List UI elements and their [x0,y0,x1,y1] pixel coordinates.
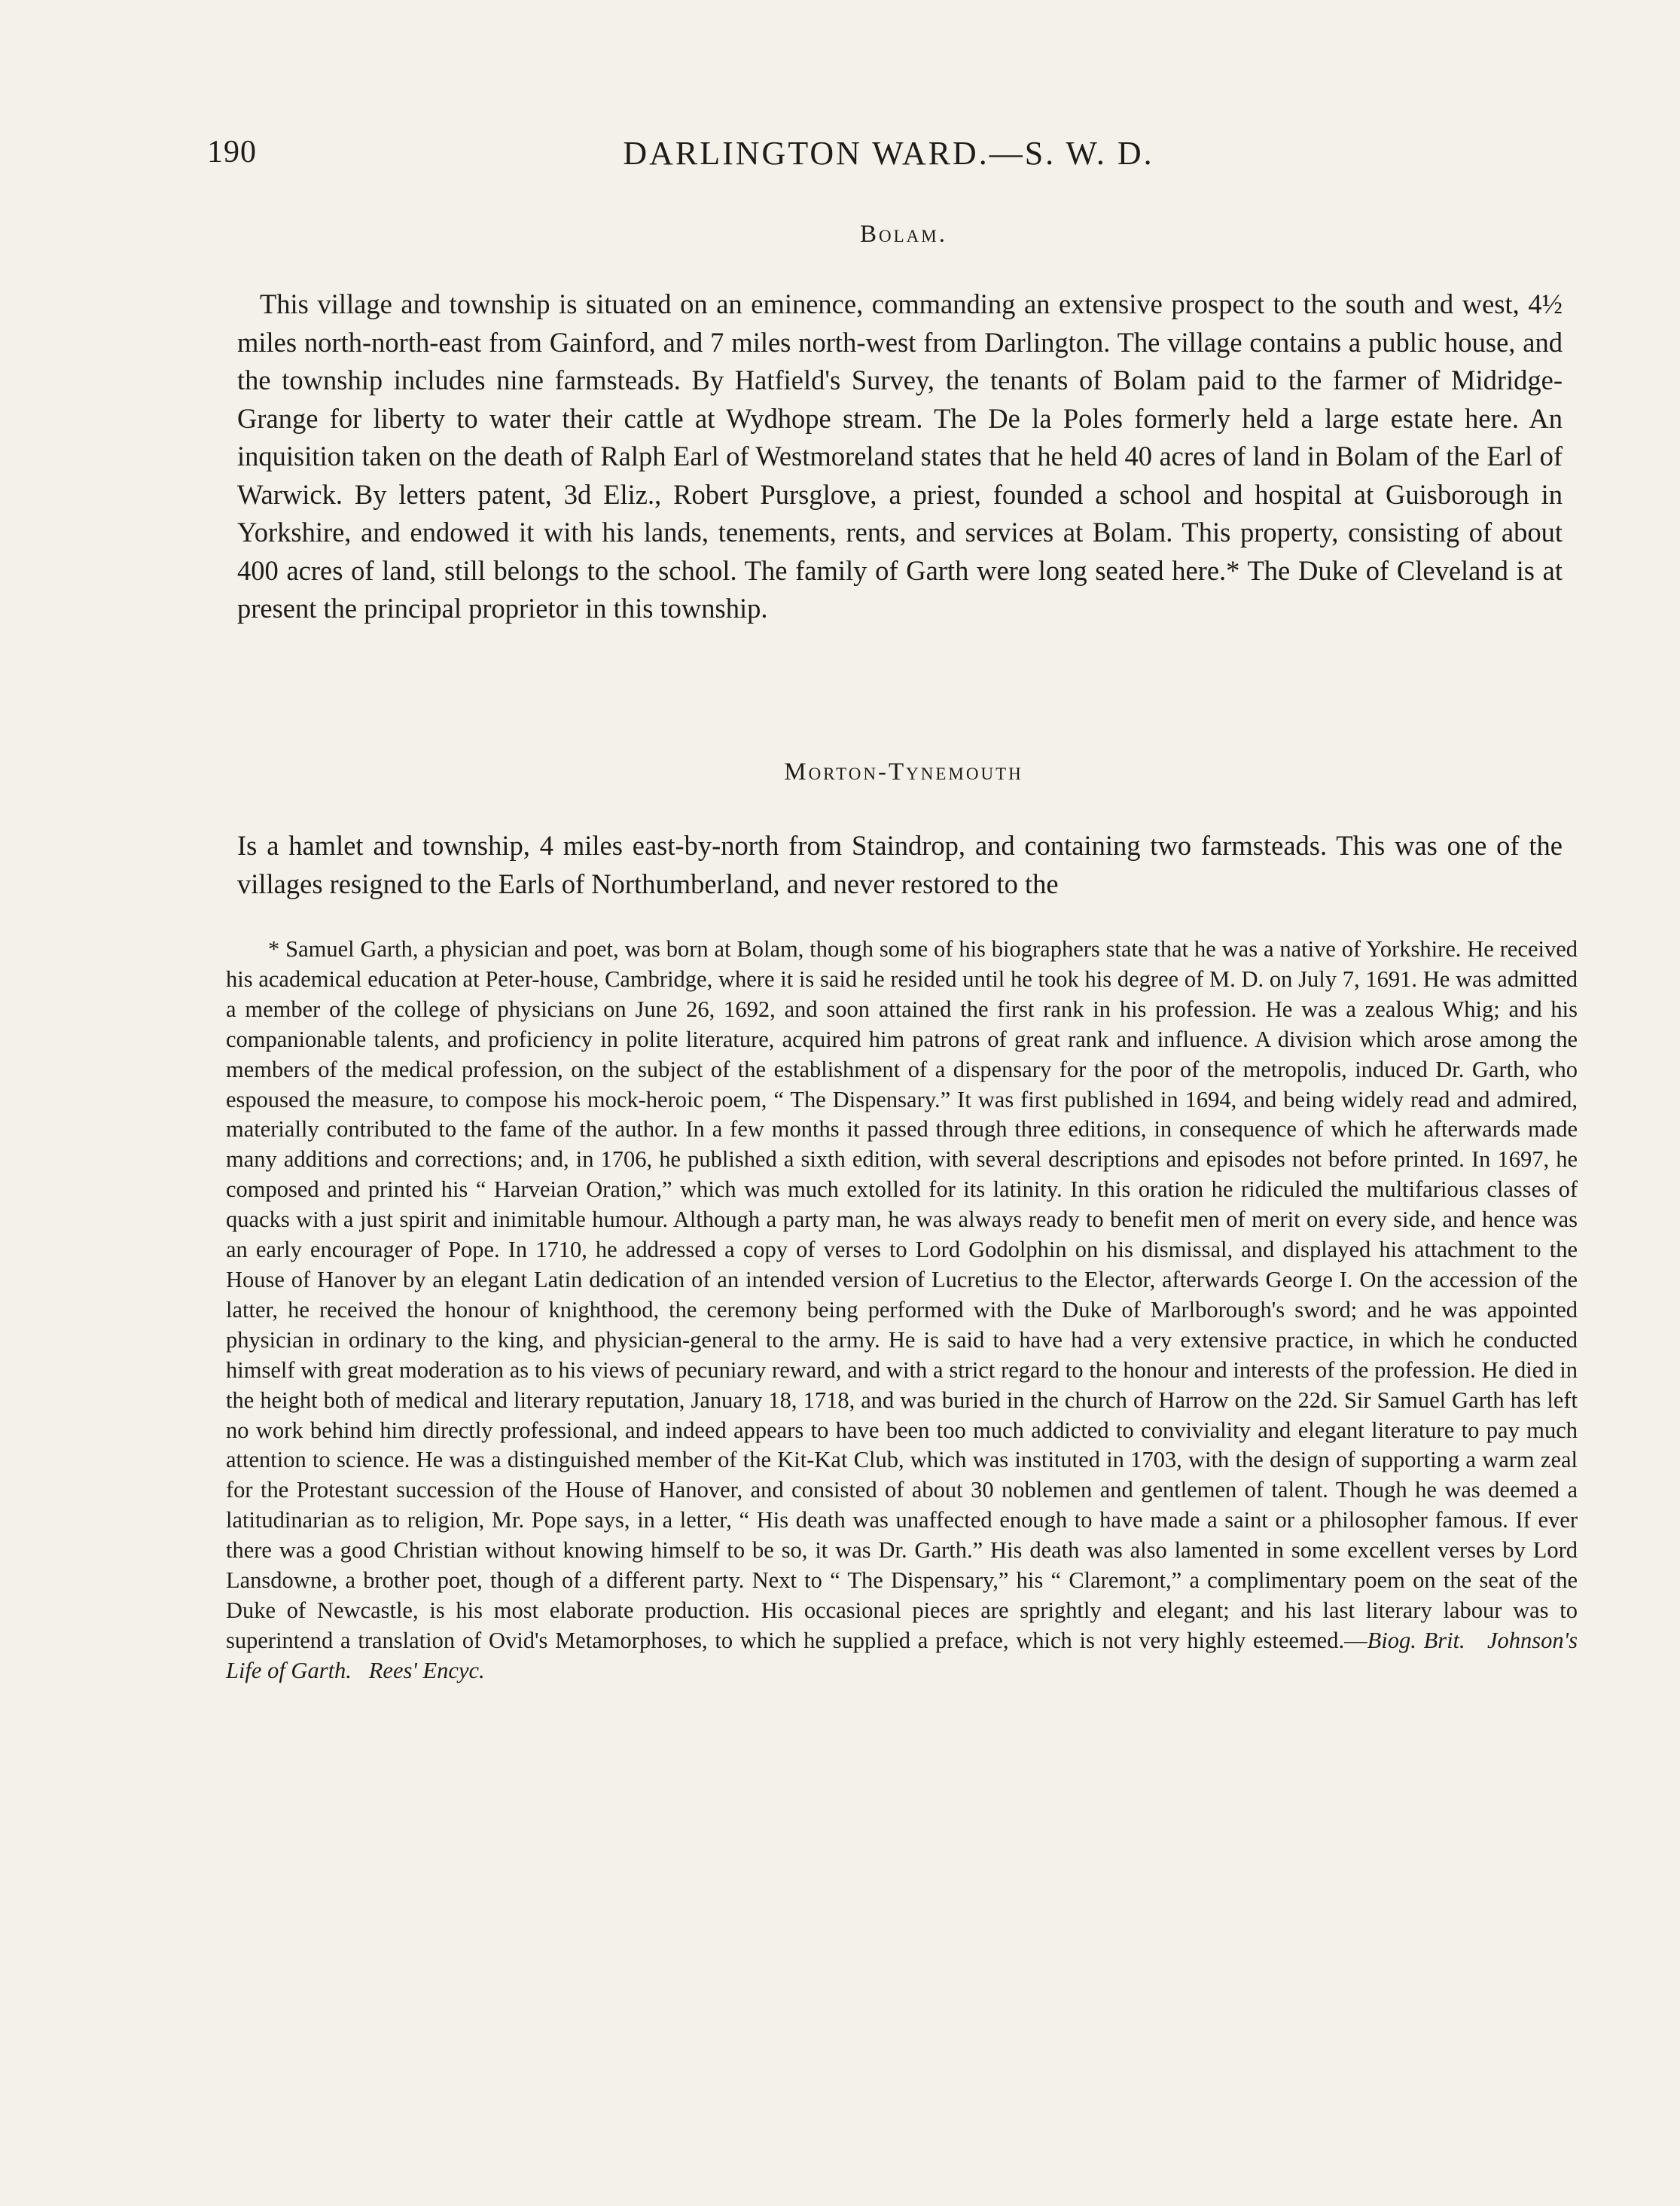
running-head [207,134,1570,179]
footnote-source: Rees' Encyc. [368,1657,485,1683]
bolam-paragraph [237,285,1563,628]
bolam-paragraph-text: This village and township is situated on an eminence, commanding an extensive prospect to the south and west, 4½ miles north-north-east from Gainford, and 7 miles north-west from Darlington. The village contains a public house, and the township includes nine farmsteads. By Hatfield's Survey, the tenants of Bolam paid to the farmer of Midridge-Grange for liberty to water their cattle at Wydhope stream. The De la Poles formerly held a large estate here. An inquisition taken on the death of Ralph Earl of Westmoreland states that he held 40 acres of land in Bolam of the Earl of Warwick. By letters patent, 3d Eliz., Robert Pursglove, a priest, founded a school and hospital at Guisborough in Yorkshire, and endowed it with his lands, tenements, rents, and services at Bolam. This property, consisting of about 400 acres of land, still belongs to the school. The family of Garth were long seated here.* The Duke of Cleveland is at present the principal proprietor in this township. [237,288,1563,624]
footnote-source: Biog. Brit. [1367,1627,1465,1653]
footnote-source: Johnson's Life of Garth. [226,1627,1578,1683]
section-heading-bolam: Bolam. [860,221,947,248]
morton-tynemouth-paragraph: Is a hamlet and township, 4 miles east-by-north from Staindrop, and containing two farmsteads. This was one of the villages resigned to the Earls of Northumberland, and never restored to the [237,830,1563,899]
footnote-text: * Samuel Garth, a physician and poet, was born at Bolam, though some of his biographers state that he was a native of Yorkshire. He received his academical education at Peter-house, Cambridge, where it is said he resided until he took his degree of M. D. on July 7, 1691. He was admitted a member of the college of physicians on June 26, 1692, and soon attained the first rank in his profession. He was a zealous Whig; and his companionable talents, and proficiency in polite literature, acquired him patrons of great rank and influence. A division which arose among the members of the medical profession, on the subject of the establishment of a dispensary for the poor of the metropolis, induced Dr. Garth, who espoused the measure, to compose his mock-heroic poem, “ The Dispensary.” It was first published in 1694, and being widely read and admired, materially contributed to the fame of the author. In a few months it passed through three editions, in consequence of which he afterwards made many additions and corrections; and, in 1706, he published a sixth edition, with several descriptions and episodes not before printed. In 1697, he composed and printed his “ Harveian Oration,” which was much extolled for its latinity. In this oration he ridiculed the multifarious classes of quacks with a just spirit and inimitable humour. Although a party man, he was always ready to benefit men of merit on every side, and hence was an early encourager of Pope. In 1710, he addressed a copy of verses to Lord Godolphin on his dismissal, and displayed his attachment to the House of Hanover by an elegant Latin dedication of an intended version of Lucretius to the Elector, afterwards George I. On the accession of the latter, he received the honour of knighthood, the ceremony being performed with the Duke of Marlborough's sword; and he was appointed physician in ordinary to the king, and physician-general to the army. He is said to have had a very extensive practice, in which he conducted himself with great moderation as to his views of pecuniary reward, and with a strict regard to the honour and interests of the profession. He died in the height both of medical and literary reputation, January 18, 1718, and was buried in the church of Harrow on the 22d. Sir Samuel Garth has left no work behind him directly professional, and indeed appears to have been too much addicted to conviviality and elegant literature to pay much attention to science. He was a distinguished member of the Kit-Kat Club, which was instituted in 1703, with the design of supporting a warm zeal for the Protestant succession of the House of Hanover, and consisted of about 30 noblemen and gentlemen of talent. Though he was deemed a latitudinarian as to religion, Mr. Pope says, in a letter, “ His death was unaffected enough to have made a saint or a philosopher famous. If ever there was a good Christian without knowing himself to be so, it was Dr. Garth.” His death was also lamented in some excellent verses by Lord Lansdowne, a brother poet, though of a different party. Next to “ The Dispensary,” his “ Claremont,” a complimentary poem on the seat of the Duke of Newcastle, is his most elaborate production. His occasional pieces are sprightly and elegant; and his last literary labour was to superintend a translation of Ovid's Metamorphoses, to which he supplied a preface, which is not very highly esteemed.— [226,936,1578,1653]
running-title: DARLINGTON WARD.—S. W. D. [623,135,1154,172]
footnote-samuel-garth [226,935,1578,1686]
page-number: 190 [207,135,257,169]
section-heading-morton-tynemouth: Morton-Tynemouth [784,758,1023,786]
